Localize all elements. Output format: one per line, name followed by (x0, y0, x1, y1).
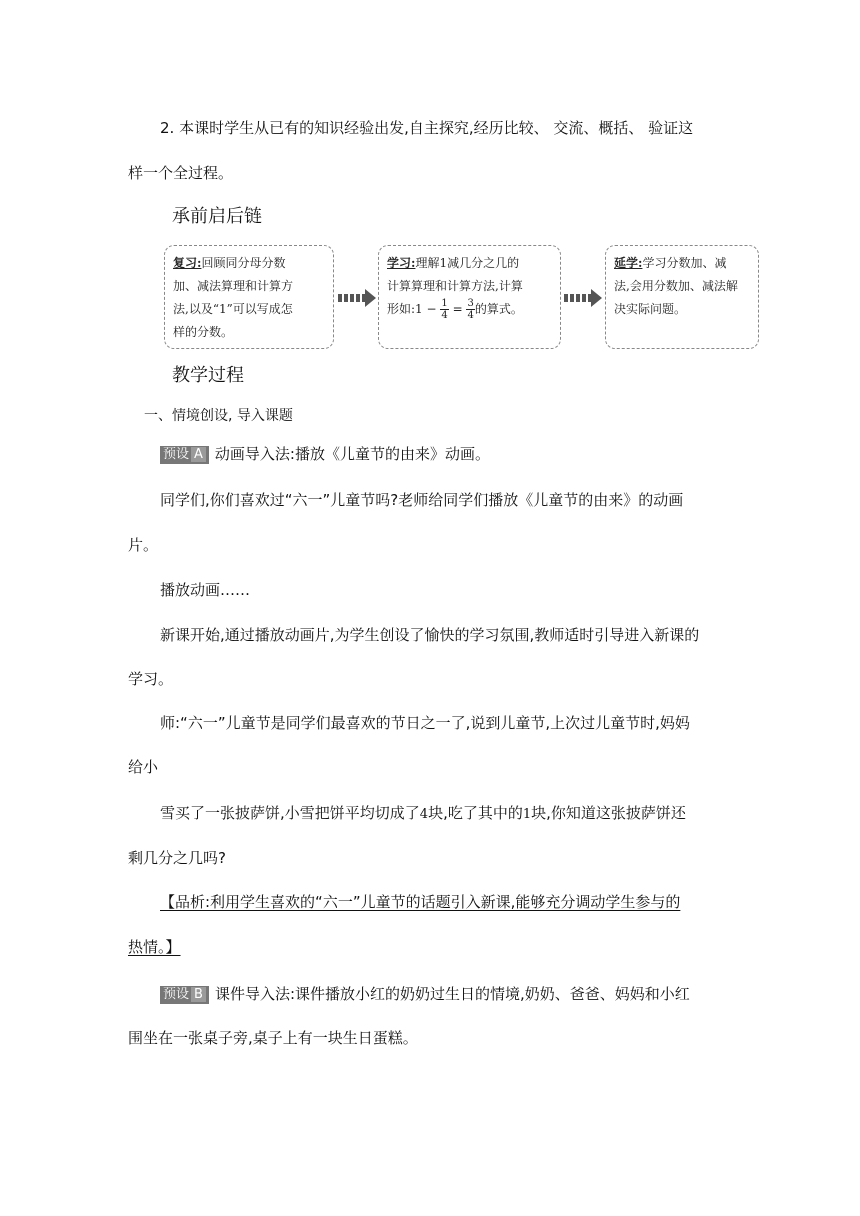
paragraph-4-line-1: 师:“六一”儿童节是同学们最喜欢的节日之一了,说到儿童节,上次过儿童节时,妈妈 (160, 714, 690, 732)
preset-b-line (160, 984, 730, 1004)
frac2-denominator: 4 (467, 310, 474, 321)
paragraph-5-number-4: 4 (419, 807, 429, 822)
paragraph-2-line-1: 播放动画…… (160, 581, 251, 599)
fraction-one-quarter (440, 298, 448, 321)
preset-b-text: 课件导入法:课件播放小红的奶奶过生日的情境,奶奶、爸爸、妈妈和小红 (214, 985, 690, 1003)
study-formula-prefix: 形如:1 − (387, 302, 437, 316)
paragraph-5-line-1 (160, 803, 730, 825)
paragraph-3-line-2: 学习。 (128, 670, 174, 688)
review-line-3: 法,以及“1”可以写成怎 (173, 302, 293, 316)
intro-line-1: 2. 本课时学生从已有的知识经验出发,自主探究,经历比较、 交流、概括、 验证这 (160, 119, 694, 137)
paragraph-1-line-1: 同学们,你们喜欢过“六一”儿童节吗?老师给同学们播放《儿童节的由来》的动画 (160, 491, 684, 509)
intro-line-2: 样一个全过程。 (128, 164, 234, 182)
study-line-3 (387, 298, 552, 321)
preset-a-text: 动画导入法:播放《儿童节的由来》动画。 (214, 445, 490, 463)
analysis-line-1: 【品析:利用学生喜欢的“六一”儿童节的话题引入新课,能够充分调动学生参与的 (160, 893, 681, 911)
flow-box-review (164, 245, 334, 349)
section-title-process: 教学过程 (172, 365, 244, 386)
extend-line-3: 决实际问题。 (614, 302, 687, 316)
study-label: 学习: (387, 256, 416, 270)
study-line-1: 理解1减几分之几的 (415, 256, 520, 270)
preset-b-badge-text: 预设 (163, 987, 190, 1002)
frac1-numerator: 1 (441, 298, 448, 309)
review-line-1: 回顾同分母分数 (201, 256, 286, 270)
preset-b-badge-key: B (191, 987, 206, 1002)
preset-b-badge (160, 986, 209, 1004)
extend-label: 延学: (614, 256, 643, 270)
paragraph-5-number-1: 1 (522, 807, 532, 822)
paragraph-5-part-3: 块,你知道这张披萨饼还 (531, 804, 686, 822)
flow-box-study (378, 245, 561, 349)
preset-b-line-2: 围坐在一张桌子旁,桌子上有一块生日蛋糕。 (128, 1029, 418, 1047)
extend-line-1: 学习分数加、减 (642, 256, 727, 270)
study-formula-equals: = (452, 302, 463, 316)
study-formula-suffix: 的算式。 (474, 302, 523, 316)
section-title-chain: 承前启后链 (172, 206, 262, 227)
paragraph-3-line-1: 新课开始,通过播放动画片,为学生创设了愉快的学习氛围,教师适时引导进入新课的 (160, 626, 700, 644)
fraction-three-quarters (466, 298, 474, 321)
frac2-numerator: 3 (467, 298, 474, 309)
arrow-right-icon (338, 289, 376, 307)
analysis-line-2: 热情。】 (128, 938, 181, 956)
study-line-2: 计算算理和计算方法,计算 (387, 279, 523, 293)
review-line-2: 加、减法算理和计算方 (173, 279, 294, 293)
review-label: 复习: (173, 256, 202, 270)
paragraph-5-line-2: 剩几分之几吗? (128, 849, 226, 867)
paragraph-5-part-2: 块,吃了其中的 (428, 804, 523, 822)
frac1-denominator: 4 (441, 310, 448, 321)
arrow-right-icon (564, 289, 602, 307)
paragraph-1-line-2: 片。 (128, 536, 159, 554)
preset-a-badge (160, 446, 209, 464)
preset-a-line (160, 444, 730, 464)
preset-a-badge-key: A (191, 447, 206, 462)
extend-line-2: 法,会用分数加、减法解 (614, 279, 738, 293)
preset-a-badge-text: 预设 (163, 447, 190, 462)
review-line-4: 样的分数。 (173, 325, 234, 339)
part-heading: 一、情境创设, 导入课题 (144, 408, 293, 424)
paragraph-5-part-1: 雪买了一张披萨饼,小雪把饼平均切成了 (160, 804, 420, 822)
flow-box-extend (605, 245, 759, 349)
paragraph-4-line-2: 给小 (128, 758, 159, 776)
